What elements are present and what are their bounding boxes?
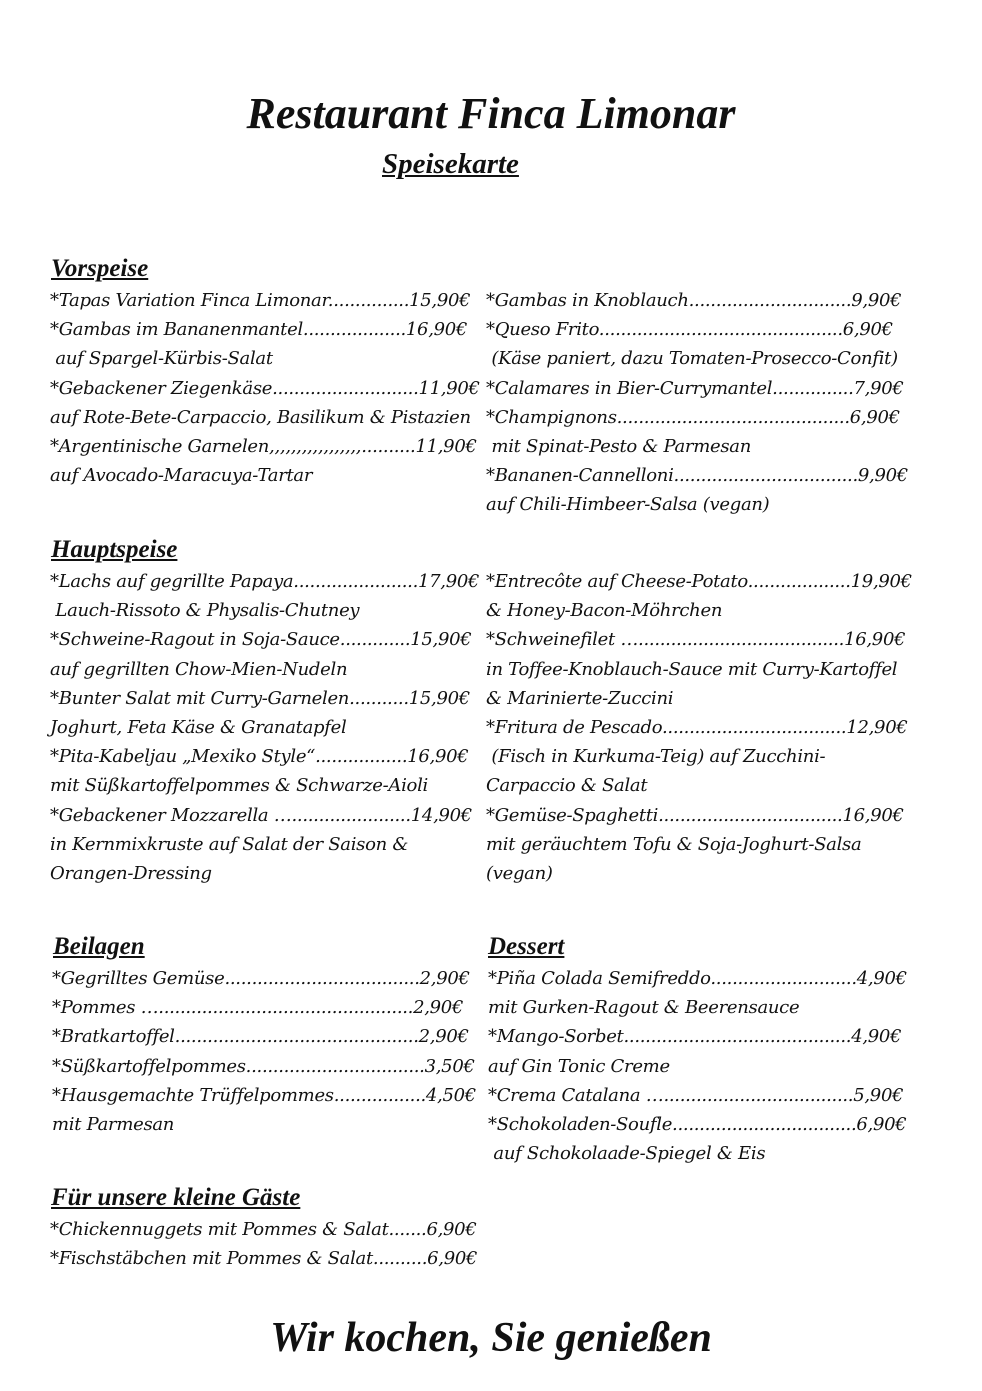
menu-line: *Pommes …...............................................2,90€	[52, 997, 464, 1019]
menu-line: mit geräuchtem Tofu & Soja-Joghurt-Salsa	[486, 833, 862, 855]
menu-line: *Chickennuggets mit Pommes & Salat.......6,90€	[50, 1219, 477, 1240]
menu-line: mit Gurken-Ragout & Beerensauce	[488, 997, 800, 1019]
menu-line: auf Gin Tonic Creme	[488, 1055, 670, 1077]
menu-line: auf Schokolaade-Spiegel & Eis	[488, 1143, 766, 1165]
section-heading-beilagen: Beilagen	[53, 933, 145, 960]
menu-line: *Gebackener Mozzarella …......................14,90€	[50, 804, 472, 826]
beilagen-list	[52, 964, 476, 1139]
menu-line: *Gambas im Bananenmantel...................16,90€	[50, 319, 468, 341]
menu-line: in Toffee-Knoblauch-Sauce mit Curry-Kartoffel	[486, 658, 898, 680]
menu-line: *Piña Colada Semifreddo...........................4,90€	[488, 968, 907, 989]
menu-line: *Schweine-Ragout in Soja-Sauce.............15,90€	[50, 629, 472, 651]
section-heading-dessert: Dessert	[488, 933, 565, 960]
menu-line: *Schweinefilet …......................................16,90€	[486, 629, 906, 651]
menu-line: *Gemüse-Spaghetti..................................16,90€	[486, 804, 904, 826]
menu-line: Carpaccio & Salat	[486, 775, 648, 797]
menu-line: *Entrecôte auf Cheese-Potato...................19,90€	[486, 571, 912, 592]
menu-line: *Champignons...........................................6,90€	[486, 406, 900, 428]
menu-line: *Hausgemachte Trüffelpommes.................4,50€	[52, 1084, 476, 1106]
menu-line: *Gambas in Knoblauch..............................9,90€	[486, 290, 902, 311]
menu-line: Joghurt, Feta Käse & Granatapfel	[50, 717, 347, 739]
menu-line: *Bratkartoffel.............................................2,90€	[52, 1026, 469, 1048]
menu-line: & Honey-Bacon-Möhrchen	[486, 600, 723, 622]
menu-line: auf gegrillten Chow-Mien-Nudeln	[50, 658, 348, 680]
menu-line: *Calamares in Bier-Currymantel...............7,90€	[486, 377, 904, 399]
menu-line: *Tapas Variation Finca Limonar...............15,90€	[50, 290, 471, 311]
menu-line: *Süßkartoffelpommes.................................3,50€	[52, 1055, 475, 1077]
menu-line: auf Chili-Himbeer-Salsa (vegan)	[486, 494, 770, 516]
menu-line: Lauch-Rissoto & Physalis-Chutney	[50, 600, 360, 622]
menu-line: *Queso Frito.............................................6,90€	[486, 319, 893, 341]
section-heading-kinder: Für unsere kleine Gäste	[51, 1184, 301, 1211]
menu-line: auf Avocado-Maracuya-Tartar	[50, 465, 313, 487]
vorspeise-left-list	[50, 286, 480, 490]
hauptspeise-right-list	[486, 567, 912, 888]
menu-line: *Crema Catalana …...................................5,90€	[488, 1084, 904, 1106]
menu-line: *Bananen-Cannelloni..................................9,90€	[486, 465, 908, 487]
menu-line: auf Spargel-Kürbis-Salat	[50, 348, 273, 370]
vorspeise-right-list	[486, 286, 908, 520]
menu-line: *Gebackener Ziegenkäse...........................11,90€	[50, 377, 480, 399]
menu-line: (Käse paniert, dazu Tomaten-Prosecco-Confit)	[486, 348, 898, 370]
menu-line: *Lachs auf gegrillte Papaya.......................17,90€	[50, 571, 480, 592]
restaurant-title: Restaurant Finca Limonar	[246, 89, 736, 138]
menu-line: *Schokoladen-Soufle..................................6,90€	[488, 1114, 907, 1136]
menu-line: *Gegrilltes Gemüse....................................2,90€	[52, 968, 470, 989]
menu-subtitle: Speisekarte	[382, 148, 519, 180]
dessert-list	[488, 964, 907, 1168]
menu-line: *Fritura de Pescado..................................12,90€	[486, 717, 908, 739]
menu-line: & Marinierte-Zuccini	[486, 687, 674, 709]
menu-line: *Fischstäbchen mit Pommes & Salat..........6,90€	[50, 1248, 478, 1270]
menu-line: auf Rote-Bete-Carpaccio, Basilikum & Pistazien	[50, 406, 471, 428]
kinder-list	[50, 1215, 477, 1273]
hauptspeise-left-list	[50, 567, 479, 888]
section-heading-hauptspeise: Hauptspeise	[51, 536, 178, 563]
menu-line: *Bunter Salat mit Curry-Garnelen...........15,90€	[50, 687, 470, 709]
menu-line: Orangen-Dressing	[50, 863, 212, 885]
menu-line: (Fisch in Kurkuma-Teig) auf Zucchini-	[486, 746, 826, 768]
menu-line: in Kernmixkruste auf Salat der Saison &	[50, 833, 409, 855]
section-heading-vorspeise: Vorspeise	[51, 255, 149, 282]
menu-line: mit Parmesan	[52, 1114, 175, 1136]
menu-line: mit Süßkartoffelpommes & Schwarze-Aioli	[50, 775, 428, 797]
menu-line: *Mango-Sorbet..........................................4,90€	[488, 1026, 902, 1048]
menu-line: mit Spinat-Pesto & Parmesan	[486, 436, 752, 458]
slogan: Wir kochen, Sie genießen	[270, 1315, 712, 1361]
menu-line: (vegan)	[486, 863, 553, 885]
menu-line: *Argentinische Garnelen,,,,,,,,,,,,,,,,,..........11,90€	[50, 436, 477, 458]
menu-line: *Pita-Kabeljau „Mexiko Style“.................16,90€	[50, 746, 469, 768]
